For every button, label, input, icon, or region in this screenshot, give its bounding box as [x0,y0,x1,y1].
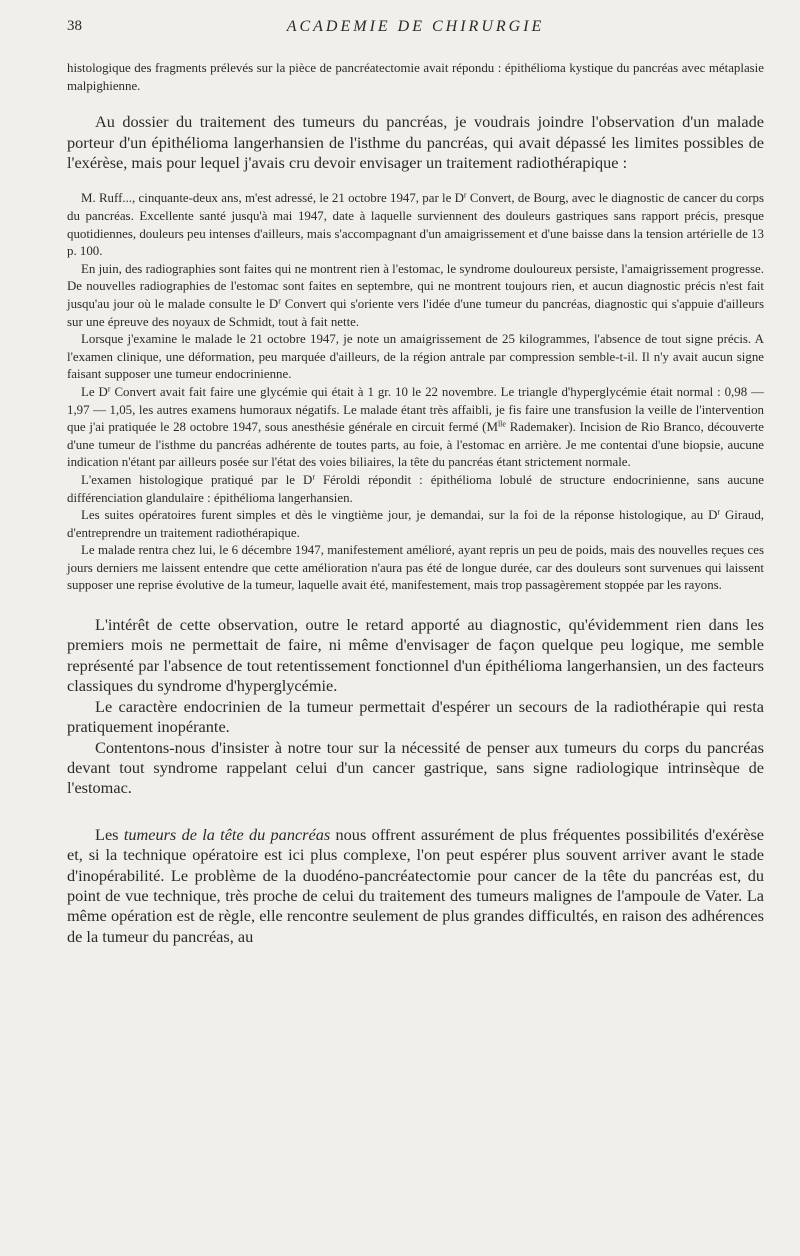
observation-paragraph-3: Lorsque j'examine le malade le 21 octobre 1947, je note un amaigrissement de 25 kilogrammes, l'absence de tout signe précis. A l'examen clinique, une déformation, peu marquée d'ailleurs, de la région antrale par compression semble-t-il. Il n'y avait aucun signe faisant supposer une tumeur endocrinienne. [67,332,764,382]
observation-paragraph-6: Les suites opératoires furent simples et dès le vingtième jour, je demandai, sur la foi de la réponse histologique, au $D^r$ Giraud, d'entreprendre un traitement radiothérapique. [67,507,764,540]
page-number: 38 [67,18,82,34]
observation-paragraph-7: Le malade rentra chez lui, le 6 décembre 1947, manifestement amélioré, ayant repris un peu de poids, mais des nouvelles reçues ces jours derniers me laissent entendre que cette amélioration n'aura pas été de longue durée, car des douleurs sont survenues qui laissent supposer une reprise évolutive de la tumeur, laquelle avait été, manifestement, mais trop passagèrement stoppée par les rayons. [67,543,764,593]
paragraph-interest: L'intérêt de cette observation, outre le retard apporté au diagnostic, qu'évidemment rien dans les premiers mois ne permettait de faire, ni même d'envisager de façon quelque peu logique, me semble représenté par l'absence de tout retentissement fonctionnel d'un épithélioma langerhansien, un des facteurs classiques du syndrome d'hyperglycémie. [67,615,764,696]
running-title: ACADEMIE DE CHIRURGIE [286,18,545,35]
paragraph-endocrine: Le caractère endocrinien de la tumeur permettait d'espérer un secours de la radiothérapie qui resta pratiquement inopérante. [67,696,764,737]
paragraph-head-tumors: Les tumeurs de la tête du pancréas nous offrent assurément de plus fréquentes possibilités d'exérèse et, si la technique opératoire est ici plus complexe, l'on peut espérer plus souvent arriver avant le stade d'inopérabilité. Le problème de la duodéno-pancréatectomie pour cancer de la tête du pancréas est, du point de vue technique, très proche de celui du traitement des tumeurs malignes de l'ampoule de Vater. La même opération est de règle, elle rencontre seulement de plus grandes difficultés, en raison des adhérences de la tumeur du pancréas, au [67,824,765,946]
observation-paragraph-2: En juin, des radiographies sont faites qui ne montrent rien à l'estomac, le syndrome douloureux persiste, l'amaigrissement progresse. De nouvelles radiographies de l'estomac sont faites en septembre, qui ne montrent toujours rien, et aucun diagnostic précis n'est fait jusqu'au jour où le malade consulte le $D^r$ Convert qui s'oriente vers l'idée d'une tumeur du pancréas, diagnostic qui s'appuie d'ailleurs sur une épreuve des noyaux de Schmidt, tout à fait nette. [67,261,764,329]
paragraph-conclusion: Contentons-nous d'insister à notre tour sur la nécessité de penser aux tumeurs du corps du pancréas devant tout syndrome rappelant celui d'un cancer gastrique, sans signe radiologique intrinsèque de l'estomac. [67,737,764,798]
observation-paragraph-1: M. Ruff..., cinquante-deux ans, m'est adressé, le 21 octobre 1947, par le $D^r$ Convert, de Bourg, avec le diagnostic de cancer du corps du pancréas. Excellente santé jusqu'à mai 1947, date à laquelle surviennent des douleurs gastriques sans rapport précis, presque quotidiennes, douleurs peu intenses d'ailleurs, mais s'accompagnant d'un amaigrissement et d'une baisse dans la tension artérielle de 13 p. 100. [67,191,764,259]
observation-paragraph-4: Le $D^r$ Convert avait fait faire une glycémie qui était à 1 gr. 10 le 22 novembre. Le triangle d'hyperglycémie était normal : 0,98 — 1,97 — 1,05, les autres examens humoraux négatifs. Le malade étant très affaibli, je fis faire une transfusion la veille de l'intervention que j'ai pratiquée le 28 octobre 1947, sous anesthésie générale en circuit fermé ($M^{lle}$ Rademaker). Incision de Rio Branco, découverte d'une tumeur de l'isthme du pancréas adhérente de toutes parts, au foie, à l'estomac en arrière. Je me contentai d'une biopsie, aucune indication n'étant par ailleurs posée sur l'état des voies biliaires, la tête du pancréas étant strictement normale. [67,384,765,470]
observation-paragraph-5: L'examen histologique pratiqué par le $D^r$ Féroldi répondit : épithélioma lobulé de structure endocrinienne, sans aucune différenciation glandulaire : épithélioma langerhansien. [67,472,765,505]
paragraph-continuation: histologique des fragments prélevés sur la pièce de pancréatectomie avait répondu : épithélioma kystique du pancréas avec métaplasie malpighienne. [67,61,764,93]
page-header [67,18,764,44]
paragraph-intro: Au dossier du traitement des tumeurs du pancréas, je voudrais joindre l'observation d'un malade porteur d'un épithélioma langerhansien de l'isthme du pancréas, qui avait dépassé les limites possibles de l'exérèse, mais pour lequel j'avais cru devoir envisager un traitement radiothérapique : [67,112,764,172]
